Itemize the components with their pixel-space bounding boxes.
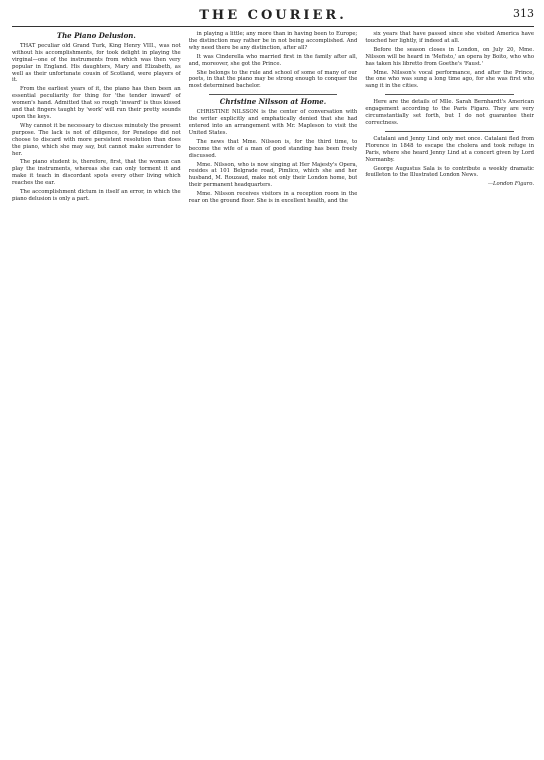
paragraph: The news that Mme. Nilsson is, for the third time, to become the wife of a man of good standing has been freely discussed.: [188, 138, 358, 159]
paragraph: George Augustus Sala is to contribute a weekly dramatic feuilleton to the Illustrated London News.: [365, 165, 535, 179]
paragraph: She belongs to the rule and school of some of many of our poets, in that the piano may be strong enough to conquer the most determined bachelor.: [188, 69, 358, 90]
paragraph: six years that have passed since she visited America have touched her lightly, if indeed at all.: [365, 31, 535, 44]
masthead-title: THE COURIER.: [199, 8, 347, 23]
paragraph: Here are the details of Mlle. Sarah Bernhardt's American engagement according to the Paris Figaro. They are very circumstantially set forth, but I do not guarantee their correctness.: [365, 99, 535, 126]
paragraph: Catalani and Jenny Lind only met once. Catalani fled from Florence in 1848 to escape the cholera and took refuge in Paris, where she heard Jenny Lind at a concert given by Lord Normanby.: [365, 135, 535, 163]
paragraph: THAT peculiar old Grand Turk, King Henry VIII., was not without his accomplishments, for took delight in playing the virginal—one of the instruments from which was then very popular in England. His daughters, Mary and Elizabeth, as well as their unfortunate cousin of Scotland, were players of it.: [12, 42, 181, 84]
article-heading-piano: The Piano Delusion.: [56, 31, 136, 40]
paragraph: in playing a little; any more than in having been to Europe; the distinction may rather be in not being accomplished. And why need there be any distinction, after all?: [188, 31, 358, 51]
article-heading-nilsson: Christine Nilsson at Home.: [219, 97, 327, 107]
paragraph: It was Cinderella who married first in the family after all, and, moreover, she got the Prince.: [188, 53, 358, 67]
divider: [385, 131, 514, 132]
paragraph: Mme. Nilsson, who is now singing at Her Majesty's Opera, resides at 101 Belgrade road, Pimlico, which she and her husband, M. Rouzaud, make not only their London home, but their permanent headquarters.: [188, 161, 358, 189]
signature: —London Figaro.: [487, 181, 535, 188]
page-number: 313: [513, 7, 534, 20]
column-2: [189, 31, 358, 757]
paragraph: CHRISTINE NILSSON is the center of conversation with the writer explicitly and emphatically denied that she had entered into an arrangement with Mr. Mapleson to visit the United States.: [188, 109, 358, 136]
paragraph: The piano student is, therefore, first, that the woman can play the instruments, whereas she can only torment it and make it teach in discordant spots every other living which reaches the ear.: [12, 159, 181, 187]
divider: [209, 94, 338, 95]
divider: [385, 94, 514, 95]
column-1: [12, 31, 181, 757]
paragraph: Mme. Nilsson receives visitors in a reception room in the rear on the ground floor. She is in excellent health, and the: [188, 191, 358, 205]
paragraph: Why cannot it be necessary to discuss minutely the present purpose. The lack is not of diligence, for Penelope did not choose to discard with more persistent resolution than does the piano, which she may say, but cannot make surrender to her.: [12, 122, 181, 157]
column-3: [365, 31, 534, 757]
paragraph: Mme. Nilsson's vocal performance, and after the Prince, the one who was sung a long time ago, for she was first who sang it in the cities.: [365, 69, 535, 90]
masthead: [12, 6, 534, 27]
columns: [12, 31, 534, 757]
paragraph: From the earliest years of it, the piano has then been an essential peculiarity for thing for 'the tender inward' of women's hand. Admitted that so rough 'inward' is thus kissed and that fingers taught by 'work' will run their pretty sounds upon the keys.: [12, 86, 181, 120]
paragraph: Before the season closes in London, on July 20, Mme. Nilsson will be heard in 'Mefisto,' an opera by Boito, who who has taken his libretto from Goethe's 'Faust.': [365, 46, 535, 67]
paragraph: The accomplishment dictum in itself an error, in which the piano delusion is only a part.: [12, 189, 181, 202]
